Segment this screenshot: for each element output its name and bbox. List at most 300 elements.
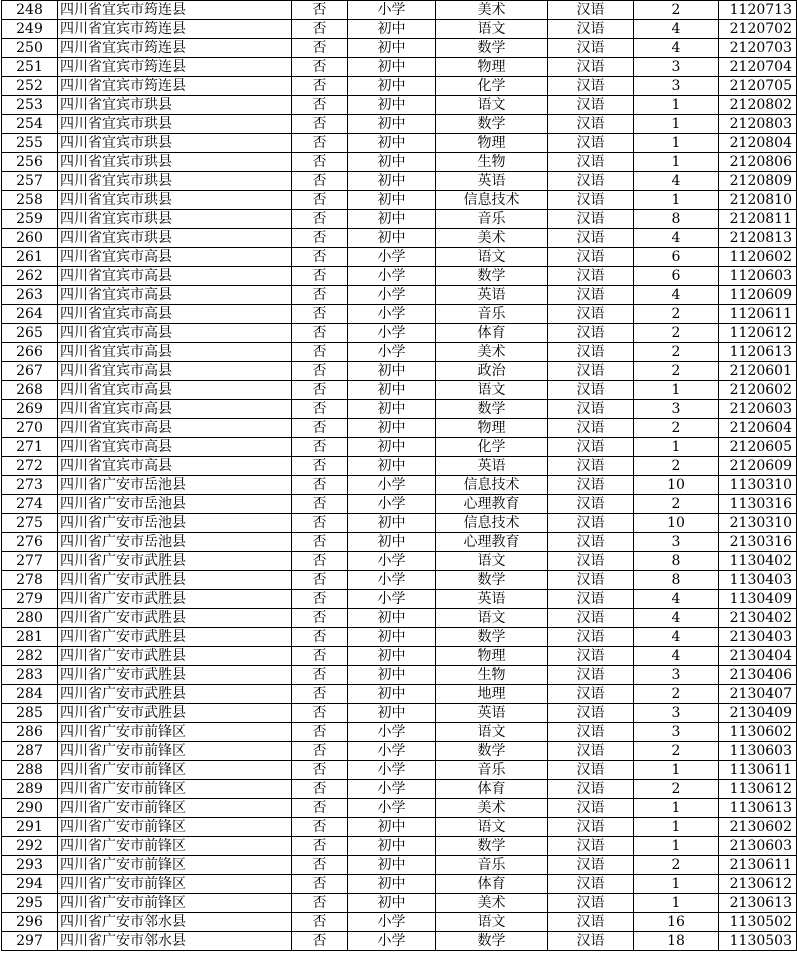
table-row: [2, 1, 797, 20]
school-level-cell: 初中: [348, 58, 436, 77]
count-cell: 18: [634, 932, 719, 951]
position-code-cell: 2120601: [719, 362, 797, 381]
language-cell: 汉语: [548, 476, 634, 495]
subject-cell: 信息技术: [436, 476, 548, 495]
language-cell: 汉语: [548, 381, 634, 400]
table-row: [2, 153, 797, 172]
flag-cell: 否: [292, 647, 348, 666]
language-cell: 汉语: [548, 1, 634, 20]
position-code-cell: 1120613: [719, 343, 797, 362]
school-level-cell: 小学: [348, 1, 436, 20]
school-level-cell: 小学: [348, 343, 436, 362]
count-cell: 3: [634, 704, 719, 723]
school-level-cell: 小学: [348, 286, 436, 305]
language-cell: 汉语: [548, 894, 634, 913]
row-number-cell: 277: [2, 552, 58, 571]
region-cell: 四川省宜宾市珙县: [58, 134, 292, 153]
language-cell: 汉语: [548, 153, 634, 172]
region-cell: 四川省宜宾市筠连县: [58, 39, 292, 58]
flag-cell: 否: [292, 837, 348, 856]
count-cell: 4: [634, 39, 719, 58]
position-code-cell: 1130611: [719, 761, 797, 780]
count-cell: 10: [634, 514, 719, 533]
school-level-cell: 小学: [348, 248, 436, 267]
school-level-cell: 初中: [348, 210, 436, 229]
position-code-cell: 2130603: [719, 837, 797, 856]
flag-cell: 否: [292, 514, 348, 533]
row-number-cell: 291: [2, 818, 58, 837]
position-code-cell: 2120804: [719, 134, 797, 153]
flag-cell: 否: [292, 552, 348, 571]
row-number-cell: 297: [2, 932, 58, 951]
school-level-cell: 初中: [348, 419, 436, 438]
subject-cell: 美术: [436, 1, 548, 20]
region-cell: 四川省宜宾市珙县: [58, 229, 292, 248]
flag-cell: 否: [292, 210, 348, 229]
count-cell: 4: [634, 647, 719, 666]
table-row: [2, 457, 797, 476]
subject-cell: 政治: [436, 362, 548, 381]
count-cell: 10: [634, 476, 719, 495]
position-code-cell: 2130403: [719, 628, 797, 647]
position-code-cell: 1120603: [719, 267, 797, 286]
row-number-cell: 253: [2, 96, 58, 115]
region-cell: 四川省广安市邻水县: [58, 913, 292, 932]
language-cell: 汉语: [548, 267, 634, 286]
school-level-cell: 初中: [348, 115, 436, 134]
school-level-cell: 小学: [348, 571, 436, 590]
region-cell: 四川省宜宾市高县: [58, 248, 292, 267]
row-number-cell: 269: [2, 400, 58, 419]
row-number-cell: 258: [2, 191, 58, 210]
count-cell: 4: [634, 20, 719, 39]
position-code-cell: 2130316: [719, 533, 797, 552]
table-row: [2, 818, 797, 837]
row-number-cell: 251: [2, 58, 58, 77]
language-cell: 汉语: [548, 229, 634, 248]
flag-cell: 否: [292, 704, 348, 723]
subject-cell: 英语: [436, 590, 548, 609]
flag-cell: 否: [292, 362, 348, 381]
count-cell: 2: [634, 780, 719, 799]
school-level-cell: 小学: [348, 742, 436, 761]
region-cell: 四川省广安市前锋区: [58, 894, 292, 913]
school-level-cell: 小学: [348, 913, 436, 932]
position-code-cell: 2120609: [719, 457, 797, 476]
table-row: [2, 58, 797, 77]
position-code-cell: 2120703: [719, 39, 797, 58]
language-cell: 汉语: [548, 875, 634, 894]
row-number-cell: 294: [2, 875, 58, 894]
position-code-cell: 1130613: [719, 799, 797, 818]
region-cell: 四川省广安市前锋区: [58, 723, 292, 742]
region-cell: 四川省广安市武胜县: [58, 685, 292, 704]
flag-cell: 否: [292, 742, 348, 761]
flag-cell: 否: [292, 799, 348, 818]
count-cell: 1: [634, 381, 719, 400]
row-number-cell: 279: [2, 590, 58, 609]
language-cell: 汉语: [548, 286, 634, 305]
position-code-cell: 1130409: [719, 590, 797, 609]
subject-cell: 语文: [436, 20, 548, 39]
school-level-cell: 初中: [348, 96, 436, 115]
language-cell: 汉语: [548, 590, 634, 609]
table-row: [2, 210, 797, 229]
language-cell: 汉语: [548, 932, 634, 951]
region-cell: 四川省宜宾市高县: [58, 305, 292, 324]
region-cell: 四川省宜宾市高县: [58, 343, 292, 362]
table-row: [2, 552, 797, 571]
table-row: [2, 134, 797, 153]
school-level-cell: 初中: [348, 381, 436, 400]
count-cell: 3: [634, 723, 719, 742]
language-cell: 汉语: [548, 799, 634, 818]
count-cell: 8: [634, 552, 719, 571]
flag-cell: 否: [292, 590, 348, 609]
school-level-cell: 小学: [348, 305, 436, 324]
region-cell: 四川省宜宾市珙县: [58, 191, 292, 210]
count-cell: 4: [634, 628, 719, 647]
language-cell: 汉语: [548, 400, 634, 419]
count-cell: 6: [634, 267, 719, 286]
school-level-cell: 小学: [348, 723, 436, 742]
position-code-cell: 2120605: [719, 438, 797, 457]
count-cell: 2: [634, 742, 719, 761]
flag-cell: 否: [292, 1, 348, 20]
subject-cell: 生物: [436, 666, 548, 685]
flag-cell: 否: [292, 191, 348, 210]
school-level-cell: 初中: [348, 229, 436, 248]
flag-cell: 否: [292, 267, 348, 286]
school-level-cell: 小学: [348, 799, 436, 818]
language-cell: 汉语: [548, 533, 634, 552]
table-row: [2, 761, 797, 780]
table-row: [2, 438, 797, 457]
flag-cell: 否: [292, 400, 348, 419]
subject-cell: 数学: [436, 267, 548, 286]
count-cell: 3: [634, 666, 719, 685]
school-level-cell: 初中: [348, 77, 436, 96]
position-code-cell: 1130310: [719, 476, 797, 495]
flag-cell: 否: [292, 666, 348, 685]
table-row: [2, 248, 797, 267]
subject-cell: 信息技术: [436, 191, 548, 210]
language-cell: 汉语: [548, 77, 634, 96]
flag-cell: 否: [292, 438, 348, 457]
subject-cell: 音乐: [436, 210, 548, 229]
region-cell: 四川省广安市岳池县: [58, 495, 292, 514]
school-level-cell: 初中: [348, 153, 436, 172]
position-code-cell: 1130502: [719, 913, 797, 932]
table-row: [2, 400, 797, 419]
row-number-cell: 296: [2, 913, 58, 932]
flag-cell: 否: [292, 894, 348, 913]
position-code-cell: 2120809: [719, 172, 797, 191]
school-level-cell: 初中: [348, 704, 436, 723]
language-cell: 汉语: [548, 115, 634, 134]
flag-cell: 否: [292, 96, 348, 115]
subject-cell: 心理教育: [436, 533, 548, 552]
subject-cell: 英语: [436, 704, 548, 723]
row-number-cell: 288: [2, 761, 58, 780]
row-number-cell: 270: [2, 419, 58, 438]
row-number-cell: 266: [2, 343, 58, 362]
flag-cell: 否: [292, 77, 348, 96]
position-code-cell: 1120612: [719, 324, 797, 343]
row-number-cell: 259: [2, 210, 58, 229]
table-row: [2, 343, 797, 362]
table-row: [2, 324, 797, 343]
count-cell: 4: [634, 590, 719, 609]
school-level-cell: 初中: [348, 134, 436, 153]
region-cell: 四川省广安市武胜县: [58, 647, 292, 666]
table-row: [2, 381, 797, 400]
count-cell: 1: [634, 96, 719, 115]
school-level-cell: 初中: [348, 685, 436, 704]
count-cell: 2: [634, 1, 719, 20]
language-cell: 汉语: [548, 723, 634, 742]
school-level-cell: 初中: [348, 362, 436, 381]
position-code-cell: 2120803: [719, 115, 797, 134]
position-code-cell: 2120806: [719, 153, 797, 172]
flag-cell: 否: [292, 305, 348, 324]
position-code-cell: 2120702: [719, 20, 797, 39]
flag-cell: 否: [292, 628, 348, 647]
table-row: [2, 229, 797, 248]
subject-cell: 信息技术: [436, 514, 548, 533]
table-row: [2, 647, 797, 666]
school-level-cell: 初中: [348, 666, 436, 685]
row-number-cell: 287: [2, 742, 58, 761]
row-number-cell: 267: [2, 362, 58, 381]
region-cell: 四川省宜宾市筠连县: [58, 58, 292, 77]
subject-cell: 美术: [436, 894, 548, 913]
subject-cell: 语文: [436, 609, 548, 628]
region-cell: 四川省广安市前锋区: [58, 780, 292, 799]
flag-cell: 否: [292, 419, 348, 438]
region-cell: 四川省宜宾市高县: [58, 267, 292, 286]
language-cell: 汉语: [548, 818, 634, 837]
subject-cell: 数学: [436, 39, 548, 58]
region-cell: 四川省宜宾市高县: [58, 400, 292, 419]
position-code-cell: 2130613: [719, 894, 797, 913]
region-cell: 四川省广安市前锋区: [58, 875, 292, 894]
language-cell: 汉语: [548, 191, 634, 210]
recruitment-table: [1, 0, 797, 951]
subject-cell: 语文: [436, 381, 548, 400]
count-cell: 2: [634, 457, 719, 476]
position-code-cell: 1130603: [719, 742, 797, 761]
language-cell: 汉语: [548, 324, 634, 343]
region-cell: 四川省广安市前锋区: [58, 856, 292, 875]
subject-cell: 美术: [436, 799, 548, 818]
school-level-cell: 初中: [348, 875, 436, 894]
region-cell: 四川省宜宾市高县: [58, 438, 292, 457]
region-cell: 四川省广安市岳池县: [58, 533, 292, 552]
row-number-cell: 280: [2, 609, 58, 628]
school-level-cell: 初中: [348, 438, 436, 457]
row-number-cell: 262: [2, 267, 58, 286]
flag-cell: 否: [292, 723, 348, 742]
school-level-cell: 小学: [348, 324, 436, 343]
row-number-cell: 284: [2, 685, 58, 704]
subject-cell: 语文: [436, 818, 548, 837]
subject-cell: 语文: [436, 552, 548, 571]
region-cell: 四川省宜宾市珙县: [58, 115, 292, 134]
subject-cell: 物理: [436, 58, 548, 77]
count-cell: 4: [634, 609, 719, 628]
row-number-cell: 272: [2, 457, 58, 476]
table-body: [2, 1, 797, 951]
count-cell: 1: [634, 799, 719, 818]
position-code-cell: 2130404: [719, 647, 797, 666]
row-number-cell: 249: [2, 20, 58, 39]
subject-cell: 英语: [436, 172, 548, 191]
language-cell: 汉语: [548, 20, 634, 39]
subject-cell: 音乐: [436, 856, 548, 875]
school-level-cell: 初中: [348, 837, 436, 856]
subject-cell: 音乐: [436, 761, 548, 780]
position-code-cell: 2130407: [719, 685, 797, 704]
position-code-cell: 2130611: [719, 856, 797, 875]
table-row: [2, 799, 797, 818]
row-number-cell: 278: [2, 571, 58, 590]
school-level-cell: 小学: [348, 761, 436, 780]
table-row: [2, 419, 797, 438]
school-level-cell: 初中: [348, 647, 436, 666]
school-level-cell: 初中: [348, 457, 436, 476]
language-cell: 汉语: [548, 571, 634, 590]
count-cell: 1: [634, 134, 719, 153]
language-cell: 汉语: [548, 761, 634, 780]
region-cell: 四川省广安市邻水县: [58, 932, 292, 951]
position-code-cell: 1130602: [719, 723, 797, 742]
row-number-cell: 276: [2, 533, 58, 552]
table-row: [2, 894, 797, 913]
language-cell: 汉语: [548, 248, 634, 267]
language-cell: 汉语: [548, 742, 634, 761]
table-row: [2, 932, 797, 951]
language-cell: 汉语: [548, 210, 634, 229]
position-code-cell: 2120810: [719, 191, 797, 210]
subject-cell: 化学: [436, 438, 548, 457]
table-row: [2, 856, 797, 875]
language-cell: 汉语: [548, 172, 634, 191]
table-row: [2, 514, 797, 533]
row-number-cell: 290: [2, 799, 58, 818]
language-cell: 汉语: [548, 628, 634, 647]
region-cell: 四川省宜宾市珙县: [58, 153, 292, 172]
region-cell: 四川省广安市前锋区: [58, 818, 292, 837]
language-cell: 汉语: [548, 58, 634, 77]
table-row: [2, 837, 797, 856]
count-cell: 16: [634, 913, 719, 932]
position-code-cell: 1130402: [719, 552, 797, 571]
language-cell: 汉语: [548, 39, 634, 58]
count-cell: 6: [634, 248, 719, 267]
school-level-cell: 小学: [348, 476, 436, 495]
count-cell: 4: [634, 229, 719, 248]
language-cell: 汉语: [548, 780, 634, 799]
count-cell: 2: [634, 305, 719, 324]
count-cell: 8: [634, 210, 719, 229]
school-level-cell: 初中: [348, 894, 436, 913]
school-level-cell: 初中: [348, 514, 436, 533]
table-row: [2, 685, 797, 704]
school-level-cell: 初中: [348, 533, 436, 552]
subject-cell: 语文: [436, 248, 548, 267]
position-code-cell: 2130402: [719, 609, 797, 628]
table-row: [2, 780, 797, 799]
count-cell: 8: [634, 571, 719, 590]
flag-cell: 否: [292, 115, 348, 134]
language-cell: 汉语: [548, 685, 634, 704]
count-cell: 4: [634, 172, 719, 191]
language-cell: 汉语: [548, 457, 634, 476]
position-code-cell: 1120609: [719, 286, 797, 305]
subject-cell: 体育: [436, 875, 548, 894]
region-cell: 四川省广安市前锋区: [58, 761, 292, 780]
subject-cell: 英语: [436, 286, 548, 305]
table-row: [2, 39, 797, 58]
table-row: [2, 305, 797, 324]
table-row: [2, 533, 797, 552]
language-cell: 汉语: [548, 419, 634, 438]
language-cell: 汉语: [548, 96, 634, 115]
row-number-cell: 295: [2, 894, 58, 913]
count-cell: 2: [634, 495, 719, 514]
language-cell: 汉语: [548, 552, 634, 571]
flag-cell: 否: [292, 571, 348, 590]
flag-cell: 否: [292, 913, 348, 932]
table-row: [2, 77, 797, 96]
subject-cell: 物理: [436, 134, 548, 153]
table-row: [2, 476, 797, 495]
table-row: [2, 704, 797, 723]
position-code-cell: 1130403: [719, 571, 797, 590]
language-cell: 汉语: [548, 609, 634, 628]
school-level-cell: 初中: [348, 191, 436, 210]
row-number-cell: 255: [2, 134, 58, 153]
flag-cell: 否: [292, 457, 348, 476]
flag-cell: 否: [292, 875, 348, 894]
table-row: [2, 666, 797, 685]
school-level-cell: 小学: [348, 495, 436, 514]
region-cell: 四川省宜宾市高县: [58, 362, 292, 381]
subject-cell: 体育: [436, 324, 548, 343]
language-cell: 汉语: [548, 647, 634, 666]
table-row: [2, 723, 797, 742]
row-number-cell: 289: [2, 780, 58, 799]
count-cell: 2: [634, 419, 719, 438]
subject-cell: 化学: [436, 77, 548, 96]
count-cell: 1: [634, 837, 719, 856]
language-cell: 汉语: [548, 856, 634, 875]
language-cell: 汉语: [548, 913, 634, 932]
language-cell: 汉语: [548, 704, 634, 723]
language-cell: 汉语: [548, 134, 634, 153]
row-number-cell: 273: [2, 476, 58, 495]
row-number-cell: 271: [2, 438, 58, 457]
count-cell: 3: [634, 77, 719, 96]
count-cell: 3: [634, 533, 719, 552]
row-number-cell: 252: [2, 77, 58, 96]
region-cell: 四川省广安市武胜县: [58, 666, 292, 685]
count-cell: 1: [634, 191, 719, 210]
region-cell: 四川省广安市武胜县: [58, 590, 292, 609]
region-cell: 四川省宜宾市高县: [58, 324, 292, 343]
flag-cell: 否: [292, 761, 348, 780]
